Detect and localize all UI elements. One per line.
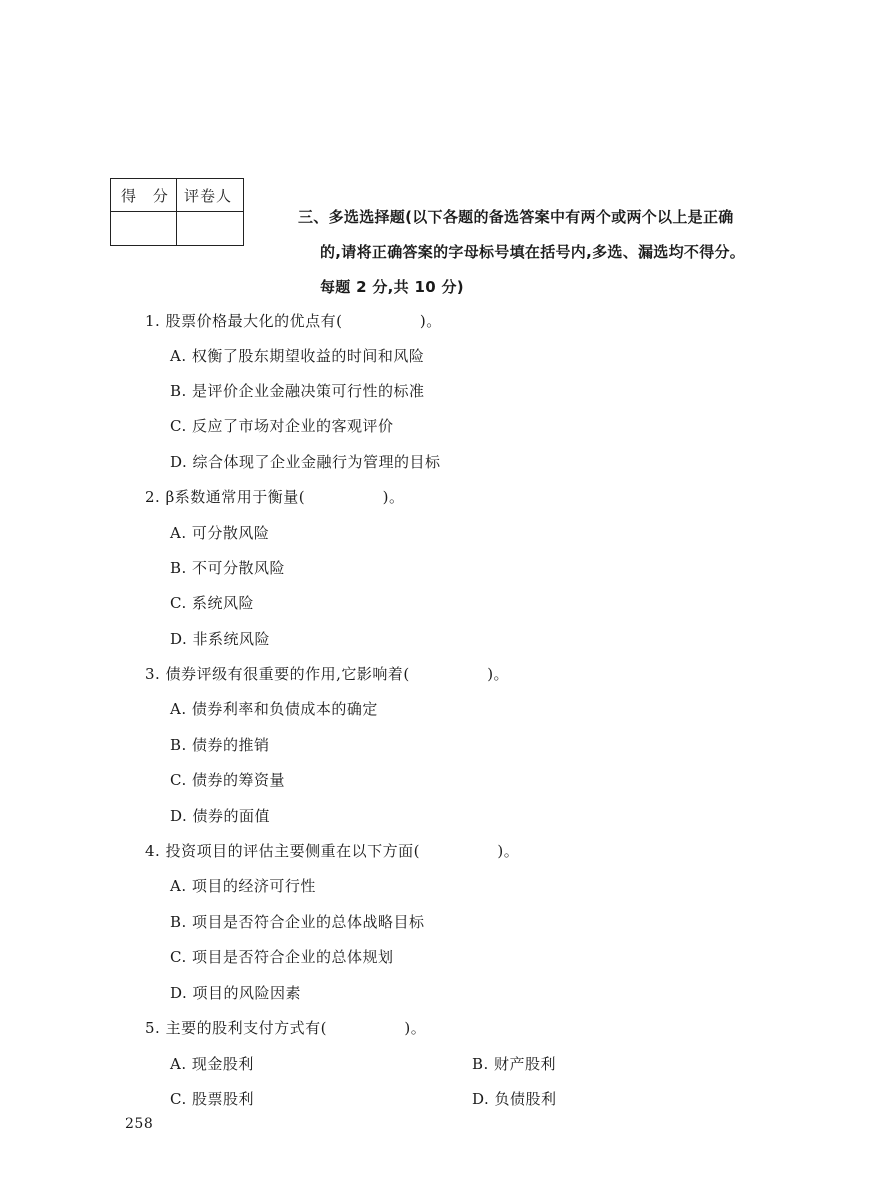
- option: B. 财产股利: [472, 1055, 557, 1073]
- option: D. 负债股利: [472, 1090, 557, 1108]
- option: B. 债券的推销: [170, 736, 270, 754]
- section-heading: [298, 200, 788, 305]
- option: A. 项目的经济可行性: [170, 877, 316, 895]
- option: B. 不可分散风险: [170, 559, 286, 577]
- option: C. 系统风险: [170, 594, 254, 612]
- option: C. 股票股利: [170, 1090, 254, 1108]
- grader-label: 评卷人: [184, 187, 233, 205]
- option: A. 可分散风险: [170, 524, 270, 542]
- option: D. 综合体现了企业金融行为管理的目标: [170, 453, 441, 471]
- score-table: [110, 178, 244, 246]
- section-heading-line: 三、多选选择题(以下各题的备选答案中有两个或两个以上是正确: [298, 208, 734, 226]
- option: D. 债券的面值: [170, 807, 271, 825]
- table-divider: [111, 211, 243, 212]
- table-divider: [176, 179, 177, 245]
- question-stem: 2. β系数通常用于衡量( )。: [145, 488, 405, 506]
- option: B. 是评价企业金融决策可行性的标准: [170, 382, 425, 400]
- section-heading-line: 每题 2 分,共 10 分): [320, 278, 464, 296]
- option: D. 非系统风险: [170, 630, 271, 648]
- option: D. 项目的风险因素: [170, 984, 302, 1002]
- option: C. 债券的筹资量: [170, 771, 285, 789]
- option: C. 反应了市场对企业的客观评价: [170, 417, 394, 435]
- page-number: 258: [125, 1116, 154, 1132]
- option: C. 项目是否符合企业的总体规划: [170, 948, 394, 966]
- option: B. 项目是否符合企业的总体战略目标: [170, 913, 425, 931]
- option: A. 权衡了股东期望收益的时间和风险: [170, 347, 425, 365]
- question-stem: 4. 投资项目的评估主要侧重在以下方面( )。: [145, 842, 520, 860]
- score-label: 得 分: [121, 187, 169, 205]
- option: A. 债券利率和负债成本的确定: [170, 700, 378, 718]
- question-stem: 5. 主要的股利支付方式有( )。: [145, 1019, 427, 1037]
- question-stem: 1. 股票价格最大化的优点有( )。: [145, 312, 442, 330]
- question-stem: 3. 债券评级有很重要的作用,它影响着( )。: [145, 665, 510, 683]
- option: A. 现金股利: [170, 1055, 254, 1073]
- section-heading-line: 的,请将正确答案的字母标号填在括号内,多选、漏选均不得分。: [320, 243, 746, 261]
